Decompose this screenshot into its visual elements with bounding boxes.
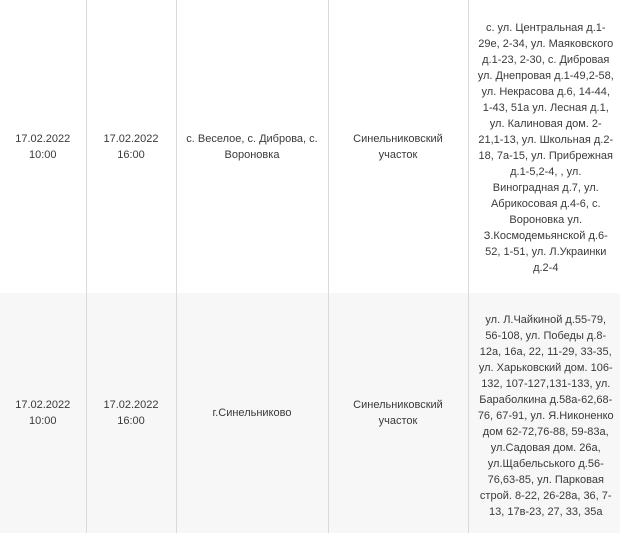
end-datetime-cell <box>86 293 176 533</box>
settlements-text: с. Веселое, с. Диброва, с. Вороновка <box>186 132 318 161</box>
district-text: Синельниковский участок <box>353 132 443 161</box>
addresses-cell <box>468 0 620 293</box>
start-date: 17.02.2022 <box>15 399 71 411</box>
addresses-text: ул. Л.Чайкиной д.55-79, 56-108, ул. Победы д.8-12а, 16а, 22, 11-29, 33-35, ул. Харьковский дом. 106-132, 107-127,131-133, ул. Бараболкина д.58а-62,68-76, 67-91, ул. Я.Никоненко дом 62-72,76-88, 59-83а, ул.Садовая дом. 26а, ул.Щабельського д.56-76,63-85, ул. Парковая строй. 8-22, 26-28а, 36, 7-13, 17в-23, 27, 33, 35а <box>477 314 614 518</box>
end-time: 16:00 <box>117 148 145 161</box>
end-datetime-cell <box>86 0 176 293</box>
settlements-cell <box>176 0 328 293</box>
addresses-cell <box>468 293 620 533</box>
district-text: Синельниковский участок <box>353 399 443 427</box>
end-date: 17.02.2022 <box>103 399 159 411</box>
end-time: 16:00 <box>117 415 145 427</box>
district-cell <box>328 293 468 533</box>
district-cell <box>328 0 468 293</box>
table-row <box>0 293 620 533</box>
settlements-text: г.Синельниково <box>212 407 292 419</box>
addresses-text: с. ул. Центральная д.1-29е, 2-34, ул. Маяковского д.1-23, 2-30, с. Дибровая ул. Днепровая д.1-49,2-58, ул. Некрасова д.6, 14-44, 1-43, 51а ул. Лесная д.1, ул. Калиновая дом. 2-21,1-13, ул. Школьная д.2-18, 7а-15, ул. Прибрежная д.1-5,2-4, , ул. Виноградная д.7, ул. Абрикосовая д.4-6, с. Вороновка ул. З.Космодемьянской д.6-52, 1-51, ул. Л.Украинки д.2-4 <box>477 21 614 274</box>
start-datetime-cell <box>0 293 86 533</box>
start-date: 17.02.2022 <box>15 132 71 145</box>
start-time: 10:00 <box>28 148 57 161</box>
settlements-cell <box>176 293 328 533</box>
end-date: 17.02.2022 <box>103 132 159 145</box>
start-time: 10:00 <box>28 415 57 427</box>
start-datetime-cell <box>0 0 86 293</box>
